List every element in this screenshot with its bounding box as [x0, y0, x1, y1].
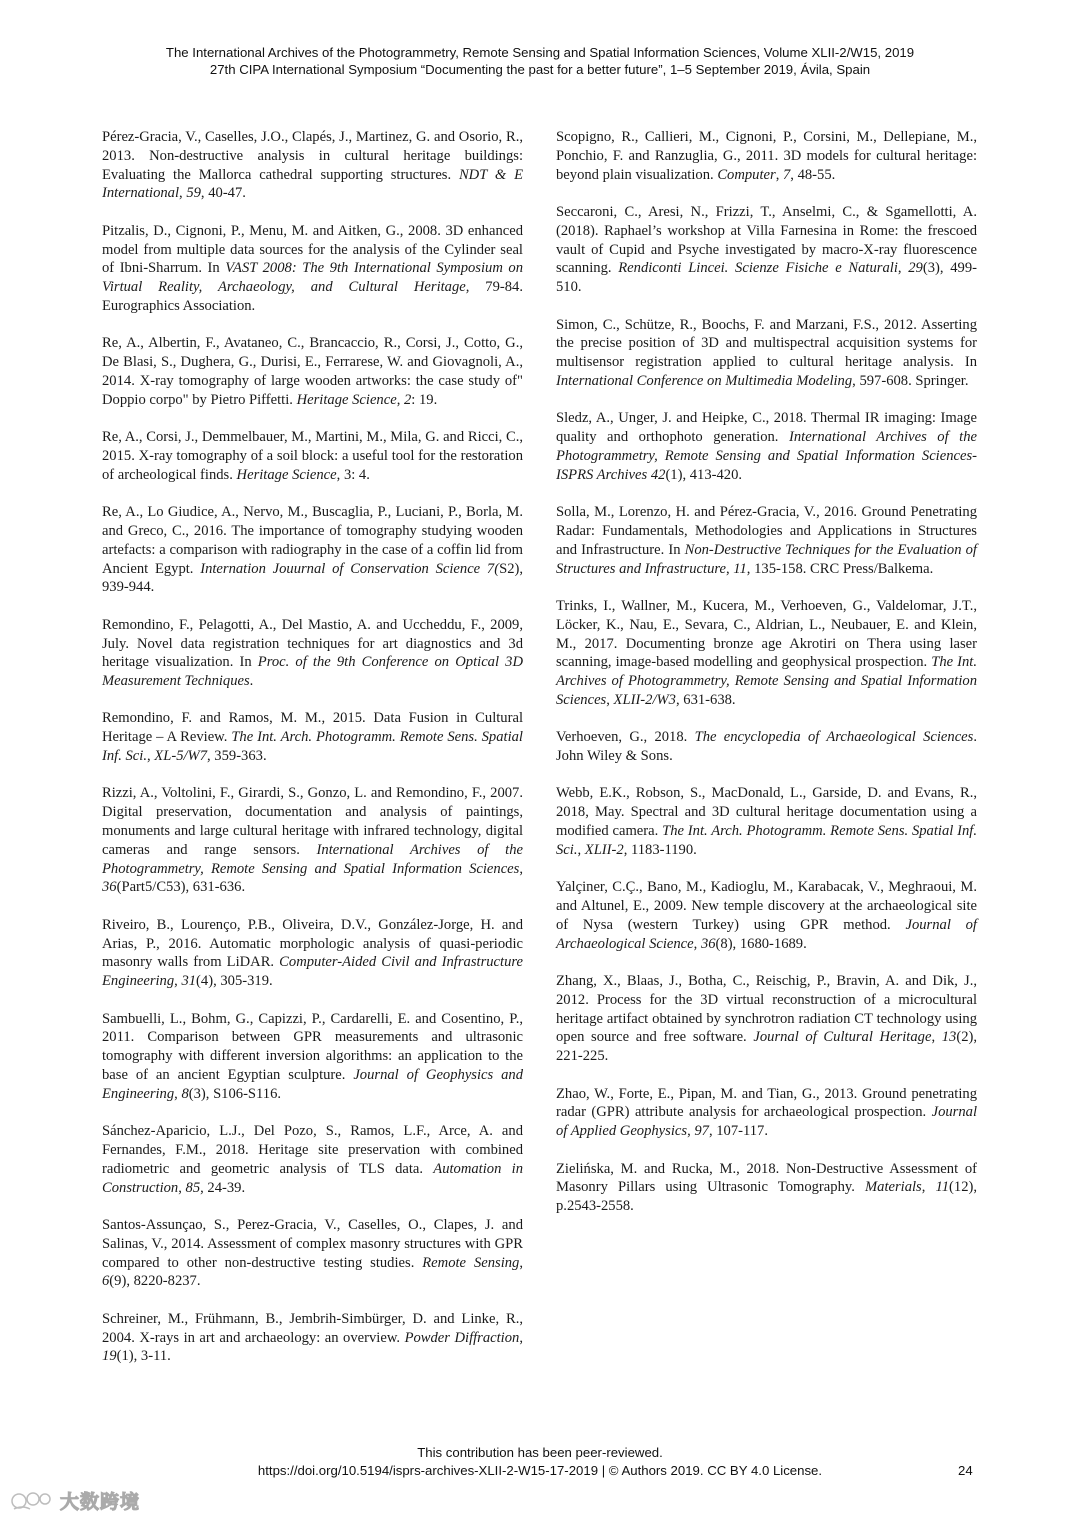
- reference-text-segment: (1), 413-420.: [665, 466, 743, 483]
- reference-text-segment: Zhang, X., Blaas, J., Botha, C., Reischig, P., Bravin, A. and Dik, J., 2012. Process for the 3D virtual reconstruction of a microcultural heritage artifact obtained by synchrotron radiation CT technology using open source and free software.: [556, 973, 977, 1046]
- reference-text-segment: , 631-638.: [675, 691, 736, 708]
- reference-italic-segment: 59: [186, 185, 201, 202]
- reference-text-segment: ,: [921, 1179, 936, 1196]
- reference-text-segment: ,: [147, 748, 155, 765]
- reference-italic-segment: XLII-2: [584, 841, 624, 858]
- reference-text-segment: , 597-608. Springer.: [852, 372, 969, 389]
- reference-text-segment: Sánchez-Aparicio, L.J., Del Pozo, S., Ramos, L.F., Arce, A. and Fernandes, F.M., 2018. Heritage site preservation with combined radiometric and geometric analysis of TLS data.: [102, 1123, 523, 1177]
- reference-text-segment: ,: [931, 1029, 942, 1046]
- reference-entry: [102, 128, 523, 203]
- reference-text-segment: , 24-39.: [200, 1179, 246, 1196]
- reference-italic-segment: 2: [403, 391, 412, 408]
- reference-entry: [102, 784, 523, 897]
- reference-entry: [556, 1085, 977, 1141]
- reference-text-segment: ,: [396, 391, 404, 408]
- reference-italic-segment: NDT & E International: [102, 166, 523, 202]
- reference-italic-segment: XL-5/W7: [154, 748, 207, 765]
- reference-entry: [556, 409, 977, 484]
- reference-text-segment: ,: [174, 973, 182, 990]
- watermark-logo-icon: [10, 1490, 56, 1512]
- reference-italic-segment: The Int. Arch. Photogramm. Remote Sens. Spatial Inf. Sci.: [556, 823, 977, 858]
- reference-text-segment: Pérez-Gracia, V., Caselles, J.O., Clapés, J., Martinez, G. and Osorio, R., 2013. Non-destructive analysis in cultural heritage buildings: Evaluating the Mallorca cathedral supporting structures.: [102, 129, 523, 183]
- reference-text-segment: Pitzalis, D., Cignoni, P., Menu, M. and Aitken, G., 2008. 3D enhanced model from multiple data sources for the analysis of the Cylinder seal of Ibni-Sharrum. In: [102, 222, 523, 277]
- reference-entry: [556, 316, 977, 391]
- reference-italic-segment: 31: [181, 973, 197, 990]
- reference-entry: [556, 972, 977, 1066]
- reference-italic-segment: 85: [185, 1179, 201, 1196]
- reference-text-segment: 79-84. Eurographics Association.: [102, 279, 523, 314]
- reference-text-segment: , 48-55.: [790, 166, 836, 183]
- reference-italic-segment: Computer: [717, 166, 776, 183]
- reference-text-segment: Webb, E.K., Robson, S., MacDonald, L., Garside, D. and Evans, R., 2018, May. Spectral and 3D cultural heritage documentation using a modified camera.: [556, 785, 977, 840]
- reference-italic-segment: International Conference on Multimedia Modeling: [556, 372, 853, 389]
- reference-italic-segment: The Int. Archives of Photogrammetry, Remote Sensing and Spatial Information Sciences: [556, 654, 977, 708]
- reference-entry: [102, 616, 523, 691]
- reference-entry: [102, 1216, 523, 1291]
- reference-text-segment: Rizzi, A., Voltolini, F., Girardi, S., Gonzo, L. and Remondino, F., 2007. Digital preservation, documentation and analysis of paintings, monuments and large cultural heritage with infrared technology, digital cameras and range sensors.: [102, 785, 523, 858]
- reference-text-segment: , 359-363.: [207, 748, 267, 765]
- reference-italic-segment: 8: [181, 1085, 189, 1102]
- reference-entry: [556, 878, 977, 953]
- reference-entry: [102, 503, 523, 597]
- reference-text-segment: ,: [519, 1254, 523, 1271]
- reference-text-segment: Re, A., Corsi, J., Demmelbauer, M., Martini, M., Mila, G. and Ricci, C., 2015. X-ray tomography of a soil block: a useful tool for the restoration of archeological finds.: [102, 429, 523, 483]
- reference-text-segment: ,: [519, 860, 523, 877]
- page-footer: [0, 1444, 1080, 1480]
- reference-italic-segment: Materials: [864, 1179, 922, 1196]
- reference-italic-segment: Powder Diffraction: [404, 1329, 520, 1346]
- reference-text-segment: Yalçiner, C.Ç., Bano, M., Kadioglu, M., Karabacak, V., Meghraoui, M. and Altunel, E., 2009. New temple discovery at the archaeological site of Nysa (western Turkey) using GPR method.: [556, 879, 977, 933]
- reference-entry: [556, 597, 977, 710]
- watermark-text: 大数跨境: [60, 1491, 141, 1513]
- reference-italic-segment: Proc. of the 9th Conference on Optical 3D Measurement Techniques: [102, 654, 523, 690]
- reference-italic-segment: 11: [935, 1179, 950, 1196]
- reference-entry: [556, 203, 977, 297]
- reference-entry: [556, 784, 977, 859]
- reference-text-segment: , 135-158. CRC Press/Balkema.: [746, 560, 934, 577]
- reference-text-segment: .: [249, 673, 254, 690]
- reference-italic-segment: 97: [694, 1123, 709, 1140]
- reference-text-segment: Solla, M., Lorenzo, H. and Pérez-Gracia, V., 2016. Ground Penetrating Radar: Fundamentals, Methodologies and Applications in Structures and Infrastructure. In: [556, 504, 977, 558]
- reference-text-segment: Re, A., Albertin, F., Avataneo, C., Brancaccio, R., Corsi, J., Cotto, G., De Blasi, S., Dughera, G., Durisi, E., Ferrarese, W. and Giovagnoli, A., 2014. X-ray tomography of large wooden artworks: the case study of" Doppio corpo" by Pietro Piffetti.: [102, 335, 523, 408]
- reference-text-segment: , 40-47.: [200, 185, 246, 202]
- reference-text-segment: Simon, C., Schütze, R., Boochs, F. and Marzani, F.S., 2012. Asserting the precise position of 3D and multispectral acquisition systems for multisensor registration applied to cultural heritage analysis. In: [556, 316, 977, 371]
- reference-italic-segment: 29: [908, 260, 923, 277]
- references-left-column: [102, 128, 523, 1385]
- header-line-2: 27th CIPA International Symposium “Documenting the past for a better future”, 1–5 September 2019, Ávila, Spain: [209, 62, 871, 77]
- reference-text-segment: ,: [897, 260, 909, 277]
- reference-text-segment: Remondino, F. and Ramos, M. M., 2015. Data Fusion in Cultural Heritage – A Review.: [102, 710, 523, 746]
- reference-text-segment: (4), 305-319.: [196, 973, 273, 990]
- reference-text-segment: (Part5/C53), 631-636.: [116, 879, 246, 896]
- reference-entry: [102, 334, 523, 409]
- footer-peer-review-note: This contribution has been peer-reviewed.: [417, 1445, 663, 1460]
- reference-text-segment: ,: [725, 560, 734, 577]
- reference-entry: [102, 222, 523, 316]
- reference-text-segment: Riveiro, B., Lourenço, P.B., Oliveira, D.V., González-Jorge, H. and Arias, P., 2016. Automatic morphologic analysis of quasi-periodic masonry walls from LiDAR.: [102, 916, 523, 971]
- reference-text-segment: , 1183-1190.: [623, 841, 697, 858]
- reference-entry: [556, 128, 977, 184]
- reference-text-segment: (3), 499-510.: [556, 260, 977, 296]
- reference-text-segment: (9), 8220-8237.: [109, 1273, 201, 1290]
- reference-text-segment: : 19.: [411, 391, 438, 408]
- reference-entry: [102, 916, 523, 991]
- header-line-1: The International Archives of the Photogrammetry, Remote Sensing and Spatial Information Sciences, Volume XLII-2/W15, 2019: [165, 45, 915, 60]
- running-header: [0, 44, 1080, 78]
- reference-italic-segment: VAST 2008: The 9th International Symposium on Virtual Reality, Archaeology, and Cultural Heritage,: [102, 260, 523, 296]
- reference-text-segment: ,: [775, 166, 783, 183]
- reference-text-segment: Remondino, F., Pelagotti, A., Del Mastio, A. and Uccheddu, F., 2009, July. Novel data registration techniques for art diagnostics and 3d heritage visualization. In: [102, 616, 523, 671]
- reference-italic-segment: Heritage Science: [236, 466, 337, 483]
- reference-text-segment: ,: [693, 935, 701, 952]
- reference-italic-segment: Automation in Construction: [102, 1160, 523, 1196]
- reference-italic-segment: 19: [102, 1348, 117, 1365]
- reference-italic-segment: Journal of Applied Geophysics: [556, 1104, 977, 1140]
- reference-italic-segment: The Int. Arch. Photogramm. Remote Sens. Spatial Inf. Sci.: [102, 729, 523, 765]
- reference-entry: [556, 1160, 977, 1216]
- reference-italic-segment: Remote Sensing: [422, 1254, 520, 1271]
- reference-entry: [556, 728, 977, 766]
- reference-text-segment: , 107-117.: [708, 1123, 768, 1140]
- reference-italic-segment: Internation Jouurnal of Conservation Science 7(: [200, 560, 500, 577]
- reference-text-segment: ,: [178, 1179, 186, 1196]
- reference-italic-segment: 6: [102, 1273, 110, 1290]
- reference-text-segment: (3), S106-S116.: [188, 1085, 282, 1102]
- reference-text-segment: S2), 939-944.: [102, 560, 523, 596]
- reference-entry: [102, 428, 523, 484]
- reference-italic-segment: 11: [733, 560, 747, 577]
- reference-italic-segment: The encyclopedia of Archaeological Sciences: [694, 729, 974, 746]
- reference-text-segment: ,: [519, 1329, 523, 1346]
- reference-italic-segment: Heritage Science: [296, 391, 397, 408]
- page-number: 24: [958, 1463, 973, 1478]
- reference-text-segment: Scopigno, R., Callieri, M., Cignoni, P., Corsini, M., Dellepiane, M., Ponchio, F. and Ranzuglia, G., 2011. 3D models for cultural heritage: beyond plain visualization.: [556, 129, 977, 183]
- reference-text-segment: Re, A., Lo Giudice, A., Nervo, M., Buscaglia, P., Luciani, P., Borla, M. and Greco, C., 2016. The importance of tomography studying wooden artefacts: a comparison with radiography in the case of a coffin lid from Ancient Egypt.: [102, 504, 523, 577]
- reference-italic-segment: Computer-Aided Civil and Infrastructure Engineering: [102, 954, 523, 990]
- reference-italic-segment: XLII-2/W3: [613, 691, 676, 708]
- footer-doi-license: https://doi.org/10.5194/isprs-archives-XLII-2-W15-17-2019 | © Authors 2019. CC BY 4.0 License.: [257, 1463, 823, 1478]
- reference-text-segment: Verhoeven, G., 2018.: [556, 729, 695, 746]
- references-right-column: [556, 128, 977, 1235]
- reference-text-segment: , 3: 4.: [336, 466, 370, 483]
- reference-italic-segment: Journal of Archaeological Science: [556, 916, 977, 952]
- reference-entry: [102, 1122, 523, 1197]
- reference-italic-segment: Rendiconti Lincei. Scienze Fisiche e Naturali: [618, 260, 898, 277]
- reference-italic-segment: International Archives of the Photogrammetry, Remote Sensing and Spatial Information Sciences-ISPRS Archives 42: [556, 429, 977, 483]
- reference-entry: [102, 1010, 523, 1104]
- reference-text-segment: Sledz, A., Unger, J. and Heipke, C., 2018. Thermal IR imaging: Image quality and orthophoto generation.: [556, 410, 977, 446]
- reference-text-segment: ,: [577, 841, 585, 858]
- reference-italic-segment: International Archives of the Photogrammetry, Remote Sensing and Spatial Information Sciences: [102, 841, 523, 877]
- reference-text-segment: . John Wiley & Sons.: [556, 729, 977, 765]
- reference-text-segment: Santos-Assunçao, S., Perez-Gracia, V., Caselles, O., Clapes, J. and Salinas, V., 2014. Assessment of complex masonry structures with GPR compared to other non-destructive testing studies.: [102, 1216, 523, 1271]
- reference-text-segment: Sambuelli, L., Bohm, G., Capizzi, P., Cardarelli, E. and Cosentino, P., 2011. Comparison between GPR measurements and ultrasonic tomography with different inversion algorithms: an application to the base of an ancient Egyptian sculpture.: [102, 1010, 523, 1084]
- reference-italic-segment: 36: [102, 879, 117, 896]
- reference-text-segment: (12), p.2543-2558.: [556, 1179, 977, 1215]
- reference-text-segment: ,: [179, 185, 187, 202]
- reference-entry: [102, 709, 523, 765]
- reference-italic-segment: Journal of Cultural Heritage: [753, 1029, 932, 1046]
- reference-text-segment: (1), 3-11.: [116, 1348, 171, 1365]
- reference-text-segment: (2), 221-225.: [556, 1029, 978, 1065]
- reference-text-segment: Schreiner, M., Frühmann, B., Jembrih-Simbürger, D. and Linke, R., 2004. X-rays in art and archaeology: an overview.: [102, 1310, 523, 1346]
- reference-italic-segment: Journal of Geophysics and Engineering: [102, 1067, 523, 1102]
- reference-text-segment: Trinks, I., Wallner, M., Kucera, M., Verhoeven, G., Valdelomar, J.T., Löcker, K., Nau, E., Sevara, C., Aldrian, L., Neubauer, E. and Klein, M., 2017. Documenting bronze age Akrotiri on Thera using laser scanning, image-based modelling and geophysical prospection.: [556, 597, 977, 671]
- reference-text-segment: Seccaroni, C., Aresi, N., Frizzi, T., Anselmi, C., & Sgamellotti, A. (2018). Raphael’s workshop at Villa Farnesina in Rome: the frescoed vault of Cupid and Psyche investigated by macro-X-ray fluorescence scanning.: [556, 203, 977, 277]
- reference-italic-segment: Non-Destructive Techniques for the Evaluation of Structures and Infrastructure: [556, 541, 977, 577]
- reference-text-segment: ,: [687, 1123, 695, 1140]
- reference-text-segment: ,: [606, 691, 614, 708]
- reference-text-segment: ,: [174, 1085, 182, 1102]
- watermark: [10, 1487, 140, 1514]
- reference-text-segment: Zielińska, M. and Rucka, M., 2018. Non-Destructive Assessment of Masonry Pillars using Ultrasonic Tomography.: [556, 1160, 977, 1196]
- reference-italic-segment: 36: [700, 935, 716, 952]
- reference-text-segment: (8), 1680-1689.: [715, 935, 807, 952]
- reference-entry: [102, 1310, 523, 1366]
- reference-text-segment: Zhao, W., Forte, E., Pipan, M. and Tian, G., 2013. Ground penetrating radar (GPR) attribute analysis for archaeological prospection.: [556, 1085, 977, 1121]
- reference-italic-segment: 13: [941, 1029, 957, 1046]
- reference-italic-segment: 7: [782, 166, 791, 183]
- reference-entry: [556, 503, 977, 578]
